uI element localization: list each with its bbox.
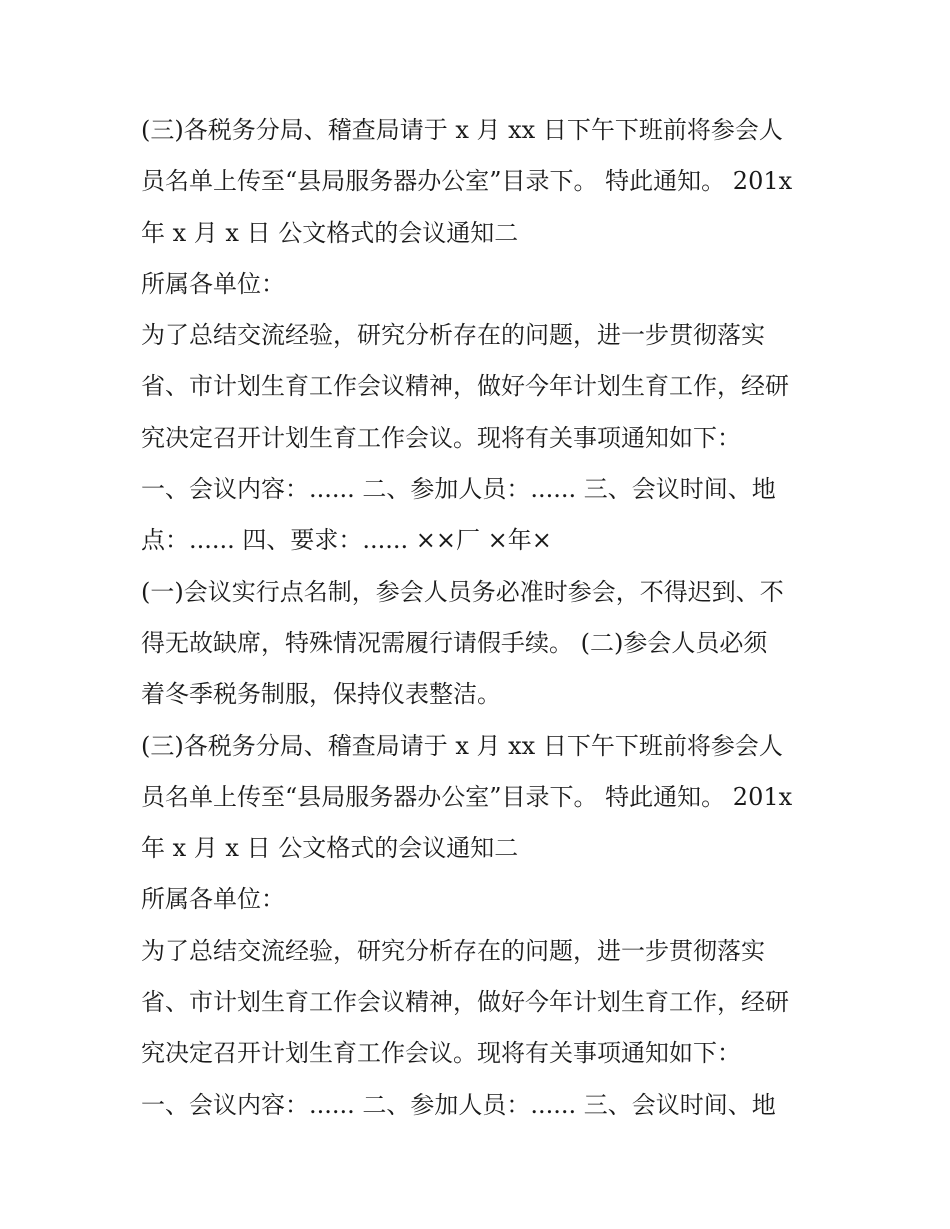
text-line: 一、会议内容：...... 二、参加人员：...... 三、会议时间、地 <box>141 1090 776 1119</box>
text-line: (三)各税务分局、稽查局请于 x 月 xx 日下午下班前将参会人 <box>141 116 783 144</box>
text-line: (三)各税务分局、稽查局请于 x 月 xx 日下午下班前将参会人 <box>141 731 783 760</box>
text-line: 省、市计划生育工作会议精神，做好今年计划生育工作，经研 <box>141 372 789 401</box>
text-line: 究决定召开计划生育工作会议。现将有关事项通知如下： <box>141 1039 741 1068</box>
text-line: 年 x 月 x 日 公文格式的会议通知二 <box>141 218 519 247</box>
document-body <box>141 108 821 1134</box>
text-line: (一)会议实行点名制，参会人员务必准时参会，不得迟到、不 <box>141 577 784 606</box>
text-line: 为了总结交流经验，研究分析存在的问题，进一步贯彻落实 <box>141 321 765 350</box>
text-line: 员名单上传至“县局服务器办公室”目录下。 特此通知。 201x <box>141 167 793 196</box>
text-line: 点：...... 四、要求：...... ××厂 ×年× <box>141 526 552 555</box>
text-line: 省、市计划生育工作会议精神，做好今年计划生育工作，经研 <box>141 988 789 1017</box>
text-line: 得无故缺席，特殊情况需履行请假手续。 (二)参会人员必须 <box>141 628 768 657</box>
text-line: 年 x 月 x 日 公文格式的会议通知二 <box>141 834 519 863</box>
text-line: 员名单上传至“县局服务器办公室”目录下。 特此通知。 201x <box>141 782 793 811</box>
text-line: 为了总结交流经验，研究分析存在的问题，进一步贯彻落实 <box>141 936 765 965</box>
text-line: 一、会议内容：...... 二、参加人员：...... 三、会议时间、地 <box>141 475 776 504</box>
text-line: 究决定召开计划生育工作会议。现将有关事项通知如下： <box>141 423 741 452</box>
text-line: 所属各单位： <box>141 269 285 298</box>
text-line: 所属各单位： <box>141 885 285 914</box>
text-line: 着冬季税务制服，保持仪表整洁。 <box>141 680 501 709</box>
